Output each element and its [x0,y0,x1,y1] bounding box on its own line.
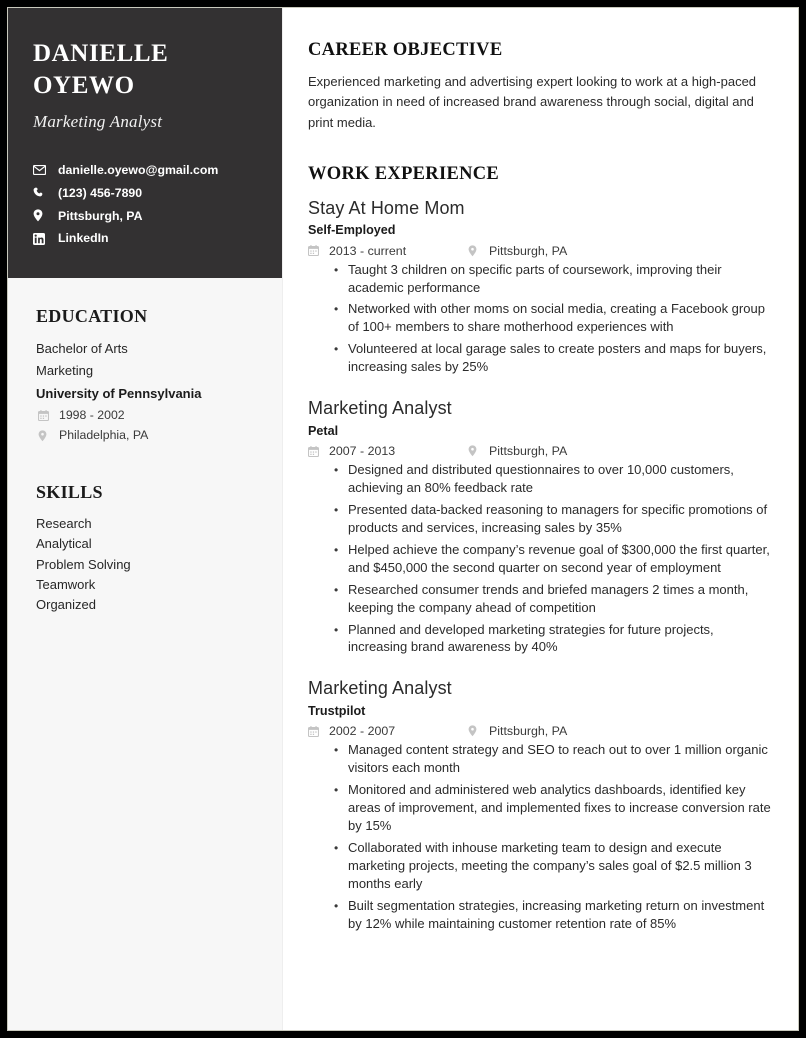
job-bullet: • Taught 3 children on specific parts of coursework, improving their academic performance [334,261,776,297]
skills-heading: SKILLS [36,481,103,502]
education-location: Philadelphia, PA [59,428,149,443]
career-objective-text: Experienced marketing and advertising expert looking to work at a high-paced organization in need of increased brand awareness through social, digital and print media. [308,74,757,130]
resume-document [8,8,798,1030]
contact-email-text: danielle.oyewo@gmail.com [58,163,219,178]
main-content [283,8,798,1030]
work-experience-section [308,164,776,933]
job-bullets [308,261,776,377]
education-school: University of Pennsylvania [36,385,202,401]
job-dates: 2013 - current [329,243,407,258]
job-location-group [468,244,567,258]
job-company: Petal [308,423,339,438]
calendar-icon [308,245,323,256]
job-entry [308,396,776,656]
job-meta [308,724,776,738]
calendar-icon [38,410,53,421]
contact-phone-text: (123) 456-7890 [58,185,143,200]
job-bullet: • Researched consumer trends and briefed managers 2 times a month, keeping the company ahead of competition [334,581,776,617]
calendar-icon [308,726,323,737]
contact-email[interactable] [33,163,257,178]
phone-icon [33,187,51,199]
work-experience-heading: WORK EXPERIENCE [308,163,500,184]
job-entry [308,196,776,376]
contact-list [33,163,257,246]
skill-item: Teamwork [36,576,96,592]
job-meta [308,444,776,458]
education-field: Marketing [36,363,94,379]
job-dates-group [308,244,468,258]
job-location: Pittsburgh, PA [489,444,568,459]
job-title: Marketing Analyst [308,398,452,419]
education-degree: Bachelor of Arts [36,341,128,357]
education-heading: EDUCATION [36,306,148,327]
skill-item: Analytical [36,536,92,552]
education-dates: 1998 - 2002 [59,408,125,423]
skill-item: Problem Solving [36,556,131,572]
job-dates: 2007 - 2013 [329,444,396,459]
map-pin-icon [38,430,53,442]
job-entry [308,676,776,932]
job-bullet: • Presented data-backed reasoning to managers for specific promotions of products and services, increasing sales by 35% [334,501,776,537]
contact-linkedin[interactable] [33,231,257,246]
job-bullet: • Networked with other moms on social media, creating a Facebook group of 100+ members to share motherhood experiences with [334,300,776,336]
job-title: Marketing Analyst [308,678,452,699]
career-objective-heading: CAREER OBJECTIVE [308,40,503,60]
map-pin-icon [33,209,51,222]
job-dates-group [308,724,468,738]
job-bullet: • Monitored and administered web analytics dashboards, identified key areas of improvement, and implemented fixes to increase conversion rate by 15% [334,781,776,835]
map-pin-icon [468,445,483,457]
linkedin-icon [33,233,51,245]
job-bullet: • Built segmentation strategies, increasing marketing return on investment by 12% while maintaining customer retention rate of 85% [334,897,776,933]
sidebar-header [8,8,282,278]
skills-section [36,482,257,616]
job-bullets [308,741,776,932]
map-pin-icon [468,245,483,257]
skill-item: Research [36,515,92,531]
contact-phone[interactable] [33,186,257,201]
candidate-name [33,38,257,102]
job-bullet: • Managed content strategy and SEO to reach out to over 1 million organic visitors each month [334,741,776,777]
sidebar [8,8,283,1030]
sidebar-body [8,278,282,616]
education-section [36,306,257,446]
job-location-group [468,724,567,738]
job-dates: 2002 - 2007 [329,724,396,739]
job-bullet: • Planned and developed marketing strategies for future projects, increasing brand awareness by 40% [334,621,776,657]
job-company: Trustpilot [308,703,366,718]
job-location: Pittsburgh, PA [489,724,568,739]
job-bullet: • Collaborated with inhouse marketing team to design and execute marketing projects, meeting the company’s sales goal of $2.5 million 3 months early [334,839,776,893]
contact-location-text: Pittsburgh, PA [58,208,143,223]
candidate-last-name: OYEWO [33,72,135,99]
calendar-icon [308,446,323,457]
job-location-group [468,444,567,458]
education-location-row [38,425,257,445]
career-objective-section [308,40,776,133]
candidate-first-name: DANIELLE [33,40,169,67]
job-location: Pittsburgh, PA [489,243,568,258]
contact-location [33,209,257,224]
job-title: Stay At Home Mom [308,197,465,218]
job-bullet: • Volunteered at local garage sales to create posters and maps for buyers, increasing sales by 25% [334,340,776,376]
skill-item: Organized [36,597,96,613]
map-pin-icon [468,725,483,737]
job-dates-group [308,444,468,458]
job-bullet: • Designed and distributed questionnaires to over 10,000 customers, achieving an 80% feedback rate [334,461,776,497]
job-company: Self-Employed [308,223,396,238]
job-meta [308,244,776,258]
education-dates-row [38,405,257,425]
contact-linkedin-text: LinkedIn [58,231,109,246]
job-bullet: • Helped achieve the company’s revenue goal of $300,000 the first quarter, and $450,000 the second quarter on second year of employment [334,541,776,577]
envelope-icon [33,165,51,175]
candidate-job-title: Marketing Analyst [33,112,163,131]
page-gutter [7,7,799,1031]
job-bullets [308,461,776,656]
